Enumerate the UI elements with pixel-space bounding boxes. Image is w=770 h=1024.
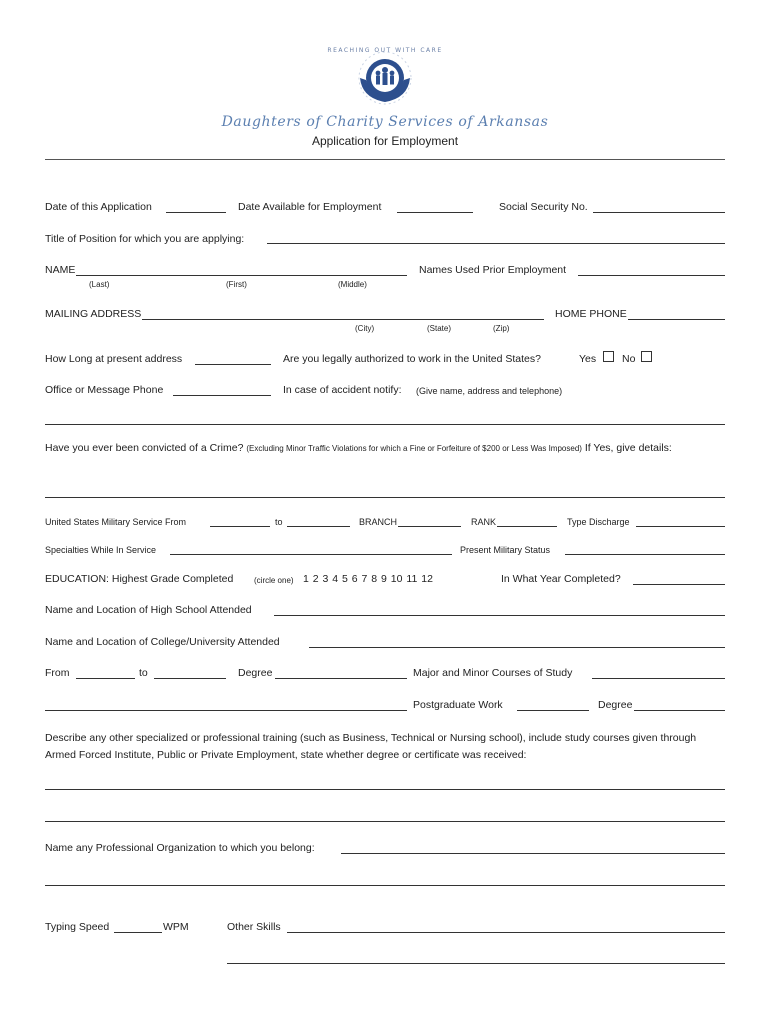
major-minor-label: Major and Minor Courses of Study <box>413 667 573 679</box>
authorized-label: Are you legally authorized to work in the United States? <box>283 353 541 365</box>
high-school-label: Name and Location of High School Attended <box>45 604 252 616</box>
organizations-label: Name any Professional Organization to which you belong: <box>45 842 315 854</box>
ssn-label: Social Security No. <box>499 201 588 213</box>
college-from-label: From <box>45 667 70 679</box>
address-city-caption: (City) <box>355 324 375 333</box>
logo-arc-text: REACHING OUT WITH CARE <box>327 47 443 54</box>
how-long-label: How Long at present address <box>45 353 183 365</box>
college-field[interactable] <box>309 647 725 648</box>
address-state-caption: (State) <box>427 324 452 333</box>
education-year-label: In What Year Completed? <box>501 573 621 585</box>
home-phone-field[interactable] <box>628 319 725 320</box>
postgrad-degree-field[interactable] <box>634 710 725 711</box>
education-label: EDUCATION: Highest Grade Completed <box>45 573 234 585</box>
authorized-no-checkbox[interactable] <box>641 351 652 362</box>
crime-details-field[interactable] <box>45 497 725 498</box>
accident-notify-field[interactable] <box>45 424 725 425</box>
college-to-field[interactable] <box>154 678 226 679</box>
military-discharge-label: Type Discharge <box>567 517 630 527</box>
training-field-line-2[interactable] <box>45 821 725 822</box>
authorized-no-label: No <box>622 353 636 365</box>
crime-question-tail: If Yes, give details: <box>584 442 672 454</box>
name-field[interactable] <box>76 275 407 276</box>
military-status-field[interactable] <box>565 554 725 555</box>
major-minor-field-continued[interactable] <box>45 710 407 711</box>
crime-question-text: Have you ever been convicted of a Crime? <box>45 442 244 454</box>
crime-question <box>45 440 725 457</box>
military-from-field[interactable] <box>210 526 270 527</box>
other-skills-field-line-2[interactable] <box>227 963 725 964</box>
mailing-address-field[interactable] <box>142 319 544 320</box>
svg-text:REACHING OUT WITH CARE <box>327 47 442 54</box>
military-to-field[interactable] <box>287 526 350 527</box>
date-available-field[interactable] <box>397 212 473 213</box>
military-specialties-label: Specialties While In Service <box>45 545 157 555</box>
high-school-field[interactable] <box>274 615 725 616</box>
military-branch-field[interactable] <box>398 526 461 527</box>
date-of-application-label: Date of this Application <box>45 201 152 213</box>
office-phone-field[interactable] <box>173 395 271 396</box>
organizations-field[interactable] <box>341 853 725 854</box>
organizations-field-line-2[interactable] <box>45 885 725 886</box>
office-phone-label: Office or Message Phone <box>45 384 164 396</box>
name-label: NAME <box>45 264 76 276</box>
college-to-label: to <box>139 667 148 679</box>
typing-speed-label: Typing Speed <box>45 921 110 933</box>
college-label: Name and Location of College/University Attended <box>45 636 280 648</box>
date-available-label: Date Available for Employment <box>238 201 382 213</box>
training-description: Describe any other specialized or professional training (such as Business, Technical or Nursing school), include study courses given through Armed Forced Institute, Public or Private Employment, state whether degree or certificate was received: <box>45 732 697 761</box>
postgrad-label: Postgraduate Work <box>413 699 503 711</box>
education-year-field[interactable] <box>633 584 725 585</box>
logo <box>327 40 443 112</box>
ssn-field[interactable] <box>593 212 725 213</box>
college-degree-field[interactable] <box>275 678 407 679</box>
authorized-yes-checkbox[interactable] <box>603 351 614 362</box>
name-middle-caption: (Middle) <box>338 280 367 289</box>
military-status-label: Present Military Status <box>460 545 551 555</box>
how-long-field[interactable] <box>195 364 271 365</box>
education-circle-note: (circle one) <box>254 576 294 585</box>
prior-names-label: Names Used Prior Employment <box>419 264 567 276</box>
position-title-label: Title of Position for which you are applying: <box>45 233 245 245</box>
authorized-yes-label: Yes <box>579 353 597 365</box>
mailing-address-label: MAILING ADDRESS <box>45 308 142 320</box>
military-to-label: to <box>275 517 283 527</box>
prior-names-field[interactable] <box>578 275 725 276</box>
major-minor-field[interactable] <box>592 678 725 679</box>
college-from-field[interactable] <box>76 678 135 679</box>
accident-notify-note: (Give name, address and telephone) <box>416 386 563 396</box>
training-field-line-1[interactable] <box>45 789 725 790</box>
name-last-caption: (Last) <box>89 280 110 289</box>
postgrad-degree-label: Degree <box>598 699 633 711</box>
accident-notify-label: In case of accident notify: <box>283 384 402 396</box>
organization-name: Daughters of Charity Services of Arkansas <box>221 114 549 130</box>
military-discharge-field[interactable] <box>636 526 725 527</box>
military-specialties-field[interactable] <box>170 554 452 555</box>
military-from-label: United States Military Service From <box>45 517 187 527</box>
college-degree-label: Degree <box>238 667 273 679</box>
other-skills-label: Other Skills <box>227 921 281 933</box>
education-grades[interactable]: 1 2 3 4 5 6 7 8 9 10 11 12 <box>303 573 433 585</box>
header-divider <box>45 159 725 160</box>
military-rank-field[interactable] <box>497 526 557 527</box>
typing-wpm-label: WPM <box>163 921 189 933</box>
military-branch-label: BRANCH <box>359 517 398 527</box>
home-phone-label: HOME PHONE <box>555 308 627 320</box>
other-skills-field[interactable] <box>287 932 725 933</box>
postgrad-field[interactable] <box>517 710 589 711</box>
military-rank-label: RANK <box>471 517 497 527</box>
date-of-application-field[interactable] <box>166 212 226 213</box>
charity-logo-icon <box>327 40 443 112</box>
position-title-field[interactable] <box>267 243 725 244</box>
address-zip-caption: (Zip) <box>493 324 510 333</box>
form-title: Application for Employment <box>311 134 459 148</box>
typing-speed-field[interactable] <box>114 932 162 933</box>
name-first-caption: (First) <box>226 280 247 289</box>
crime-question-note: (Excluding Minor Traffic Violations for which a Fine or Forfeiture of $200 or Less Was Imposed) <box>246 444 582 453</box>
